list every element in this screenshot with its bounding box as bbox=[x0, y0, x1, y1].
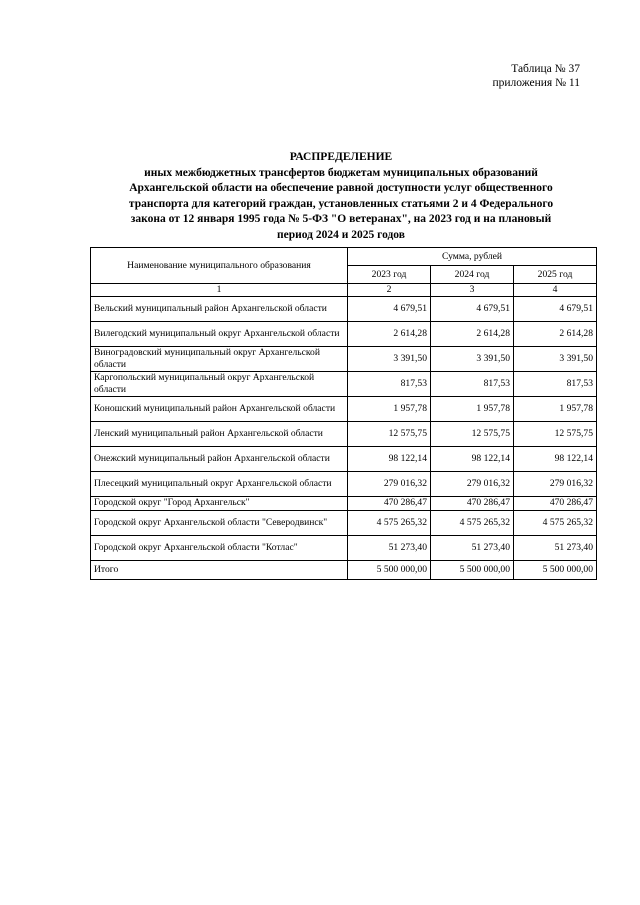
amount-cell: 98 122,14 bbox=[348, 446, 431, 471]
municipality-name: Плесецкий муниципальный округ Архангельской области bbox=[91, 471, 348, 496]
municipality-name: Городской округ Архангельской области "Котлас" bbox=[91, 535, 348, 560]
municipality-name: Городской округ Архангельской области "Северодвинск" bbox=[91, 510, 348, 535]
total-value: 5 500 000,00 bbox=[348, 560, 431, 579]
column-header-year: 2025 год bbox=[514, 266, 597, 284]
amount-cell: 817,53 bbox=[514, 371, 597, 396]
title-line: иных межбюджетных трансфертов бюджетам муниципальных образований bbox=[144, 166, 538, 179]
column-numbers-row bbox=[91, 284, 597, 297]
title-line: закона от 12 января 1995 года № 5-ФЗ "О ветеранах", на 2023 год и на плановый bbox=[130, 213, 552, 225]
total-row bbox=[91, 560, 597, 579]
amount-cell: 3 391,50 bbox=[431, 346, 514, 371]
amount-cell: 4 575 265,32 bbox=[348, 510, 431, 535]
amount-cell: 12 575,75 bbox=[514, 421, 597, 446]
table-row bbox=[91, 321, 597, 346]
amount-cell: 470 286,47 bbox=[348, 496, 431, 510]
table-row bbox=[91, 496, 597, 510]
amount-cell: 470 286,47 bbox=[431, 496, 514, 510]
table-row bbox=[91, 346, 597, 371]
column-header-sum: Сумма, рублей bbox=[348, 248, 597, 266]
column-header-name: Наименование муниципального образования bbox=[91, 248, 348, 284]
amount-cell: 279 016,32 bbox=[514, 471, 597, 496]
municipality-name: Городской округ "Город Архангельск" bbox=[91, 496, 348, 510]
municipality-name: Каргопольский муниципальный округ Архангельской области bbox=[91, 371, 348, 396]
table-row bbox=[91, 471, 597, 496]
amount-cell: 1 957,78 bbox=[514, 396, 597, 421]
municipality-name: Виноградовский муниципальный округ Архангельской области bbox=[91, 346, 348, 371]
municipality-name: Коношский муниципальный район Архангельской области bbox=[91, 396, 348, 421]
title-line: Архангельской области на обеспечение равной доступности услуг общественного bbox=[129, 182, 553, 194]
amount-cell: 1 957,78 bbox=[348, 396, 431, 421]
amount-cell: 4 575 265,32 bbox=[514, 510, 597, 535]
municipality-name: Ленский муниципальный район Архангельской области bbox=[91, 421, 348, 446]
column-header-year: 2024 год bbox=[431, 266, 514, 284]
title-heading: РАСПРЕДЕЛЕНИЕ bbox=[289, 151, 393, 163]
total-label: Итого bbox=[91, 560, 348, 579]
amount-cell: 279 016,32 bbox=[431, 471, 514, 496]
table-row bbox=[91, 396, 597, 421]
amount-cell: 817,53 bbox=[431, 371, 514, 396]
table-number: Таблица № 37 bbox=[511, 63, 580, 75]
column-number: 1 bbox=[91, 284, 348, 297]
table-row bbox=[91, 510, 597, 535]
table-row bbox=[91, 446, 597, 471]
municipality-name: Вельский муниципальный район Архангельской области bbox=[91, 296, 348, 321]
amount-cell: 98 122,14 bbox=[514, 446, 597, 471]
amount-cell: 4 575 265,32 bbox=[431, 510, 514, 535]
total-value: 5 500 000,00 bbox=[431, 560, 514, 579]
table-row bbox=[91, 535, 597, 560]
amount-cell: 12 575,75 bbox=[348, 421, 431, 446]
appendix-number: приложения № 11 bbox=[492, 77, 580, 89]
amount-cell: 98 122,14 bbox=[431, 446, 514, 471]
amount-cell: 51 273,40 bbox=[431, 535, 514, 560]
amount-cell: 470 286,47 bbox=[514, 496, 597, 510]
amount-cell: 2 614,28 bbox=[348, 321, 431, 346]
amount-cell: 817,53 bbox=[348, 371, 431, 396]
amount-cell: 4 679,51 bbox=[348, 296, 431, 321]
amount-cell: 2 614,28 bbox=[514, 321, 597, 346]
column-header-year: 2023 год bbox=[348, 266, 431, 284]
title-line: транспорта для категорий граждан, установленных статьями 2 и 4 Федерального bbox=[128, 197, 554, 210]
distribution-table bbox=[90, 247, 597, 580]
total-value: 5 500 000,00 bbox=[514, 560, 597, 579]
amount-cell: 3 391,50 bbox=[348, 346, 431, 371]
table-reference bbox=[492, 62, 580, 90]
title-line: период 2024 и 2025 годов bbox=[277, 228, 405, 241]
table-row bbox=[91, 296, 597, 321]
amount-cell: 12 575,75 bbox=[431, 421, 514, 446]
column-number: 4 bbox=[514, 284, 597, 297]
amount-cell: 51 273,40 bbox=[348, 535, 431, 560]
amount-cell: 1 957,78 bbox=[431, 396, 514, 421]
table-row bbox=[91, 371, 597, 396]
amount-cell: 3 391,50 bbox=[514, 346, 597, 371]
table-row bbox=[91, 421, 597, 446]
amount-cell: 4 679,51 bbox=[431, 296, 514, 321]
amount-cell: 279 016,32 bbox=[348, 471, 431, 496]
municipality-name: Онежский муниципальный район Архангельской области bbox=[91, 446, 348, 471]
municipality-name: Вилегодский муниципальный округ Архангельской области bbox=[91, 321, 348, 346]
table-body bbox=[91, 296, 597, 560]
document-title bbox=[84, 150, 598, 243]
amount-cell: 51 273,40 bbox=[514, 535, 597, 560]
amount-cell: 2 614,28 bbox=[431, 321, 514, 346]
column-number: 3 bbox=[431, 284, 514, 297]
amount-cell: 4 679,51 bbox=[514, 296, 597, 321]
column-number: 2 bbox=[348, 284, 431, 297]
